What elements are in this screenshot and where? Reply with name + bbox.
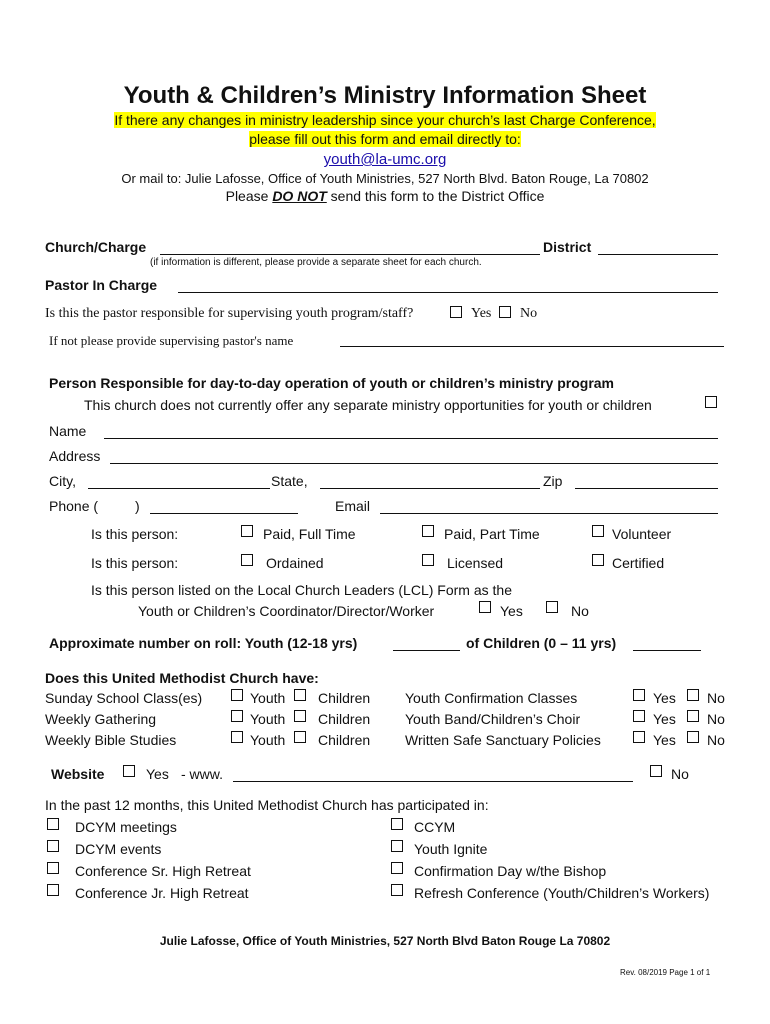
instructions-highlight-1: If there any changes in ministry leadership since your church’s last Charge Conference, xyxy=(114,112,656,128)
lcl-yes-label: Yes xyxy=(500,603,523,619)
do-not-send-line xyxy=(0,188,770,204)
ordained-checkbox[interactable] xyxy=(241,554,253,566)
paid-part-label: Paid, Part Time xyxy=(444,526,540,542)
confirmation-day-label: Confirmation Day w/the Bishop xyxy=(414,863,607,879)
have-left-label-2: Weekly Bible Studies xyxy=(45,732,177,748)
website-yes-checkbox[interactable] xyxy=(123,765,135,777)
district-label: District xyxy=(543,239,592,255)
is-this-person-label-2: Is this person: xyxy=(91,555,179,571)
do-not-text: DO NOT xyxy=(272,188,327,204)
lcl-line-1: Is this person listed on the Local Church Leaders (LCL) Form as the xyxy=(91,582,512,598)
safe-sanctuary-yes-label: Yes xyxy=(653,732,676,748)
is-this-person-label-1: Is this person: xyxy=(91,526,179,542)
safe-sanctuary-no-checkbox[interactable] xyxy=(687,731,699,743)
supervising-pastor-field[interactable] xyxy=(340,346,724,347)
safe-sanctuary-yes-checkbox[interactable] xyxy=(633,731,645,743)
www-label: - www. xyxy=(181,766,223,782)
dcym-events-checkbox[interactable] xyxy=(47,840,59,852)
have-left-label-0: Sunday School Class(es) xyxy=(45,690,203,706)
band-choir-yes-label: Yes xyxy=(653,711,676,727)
confirmation-yes-checkbox[interactable] xyxy=(633,689,645,701)
phone-label: Phone ( xyxy=(49,498,99,514)
district-field[interactable] xyxy=(598,254,718,255)
band-choir-no-label: No xyxy=(707,711,725,727)
pastor-yes-checkbox[interactable] xyxy=(450,306,462,318)
weekly-gathering-youth-checkbox[interactable] xyxy=(231,710,243,722)
weekly-gathering-youth-label: Youth xyxy=(250,711,286,727)
have-heading: Does this United Methodist Church have: xyxy=(45,670,319,686)
revision-label: Rev. 08/2019 Page 1 of 1 xyxy=(620,968,711,977)
confirmation-yes-label: Yes xyxy=(653,690,676,706)
sr-high-retreat-checkbox[interactable] xyxy=(47,862,59,874)
instructions-line-1 xyxy=(0,112,770,128)
church-charge-label: Church/Charge xyxy=(45,239,147,255)
website-no-checkbox[interactable] xyxy=(650,765,662,777)
bible-studies-children-label: Children xyxy=(318,732,371,748)
pastor-no-checkbox[interactable] xyxy=(499,306,511,318)
ordained-label: Ordained xyxy=(266,555,324,571)
youth-ignite-checkbox[interactable] xyxy=(391,840,403,852)
have-left-label-1: Weekly Gathering xyxy=(45,711,157,727)
band-choir-no-checkbox[interactable] xyxy=(687,710,699,722)
please-text: Please xyxy=(225,188,269,204)
email-line xyxy=(0,151,770,168)
certified-label: Certified xyxy=(612,555,665,571)
youth-ignite-label: Youth Ignite xyxy=(414,841,488,857)
state-field[interactable] xyxy=(320,488,540,489)
certified-checkbox[interactable] xyxy=(592,554,604,566)
dcym-events-label: DCYM events xyxy=(75,841,162,857)
name-label: Name xyxy=(49,423,87,439)
sr-high-retreat-label: Conference Sr. High Retreat xyxy=(75,863,251,879)
confirmation-day-checkbox[interactable] xyxy=(391,862,403,874)
bible-studies-children-checkbox[interactable] xyxy=(294,731,306,743)
page-title: Youth & Children’s Ministry Information Sheet xyxy=(123,82,647,109)
volunteer-label: Volunteer xyxy=(612,526,672,542)
church-charge-field[interactable] xyxy=(160,254,540,255)
lcl-no-label: No xyxy=(571,603,589,619)
dcym-meetings-checkbox[interactable] xyxy=(47,818,59,830)
safe-sanctuary-no-label: No xyxy=(707,732,725,748)
send-rest-text: send this form to the District Office xyxy=(330,188,545,204)
state-label: State, xyxy=(271,473,308,489)
past-heading: In the past 12 months, this United Methodist Church has participated in: xyxy=(45,797,489,813)
email-field[interactable] xyxy=(380,513,718,514)
mail-line: Or mail to: Julie Lafosse, Office of Youth Ministries, 527 North Blvd. Baton Rouge, La 70802 xyxy=(121,171,649,186)
have-right-label-2: Written Safe Sanctuary Policies xyxy=(405,732,601,748)
instructions-line-2 xyxy=(0,131,770,147)
email-link[interactable]: youth@la-umc.org xyxy=(323,151,447,168)
children-roll-field[interactable] xyxy=(633,650,701,651)
lcl-yes-checkbox[interactable] xyxy=(479,601,491,613)
have-right-label-0: Youth Confirmation Classes xyxy=(405,690,578,706)
pastor-yes-label: Yes xyxy=(471,306,492,321)
refresh-conference-label: Refresh Conference (Youth/Children’s Workers) xyxy=(414,885,710,901)
pastor-question: Is this the pastor responsible for supervising youth program/staff? xyxy=(45,306,414,321)
ccym-checkbox[interactable] xyxy=(391,818,403,830)
band-choir-yes-checkbox[interactable] xyxy=(633,710,645,722)
lcl-no-checkbox[interactable] xyxy=(546,601,558,613)
website-label: Website xyxy=(51,766,105,782)
sunday-school-youth-checkbox[interactable] xyxy=(231,689,243,701)
jr-high-retreat-checkbox[interactable] xyxy=(47,884,59,896)
phone-close: ) xyxy=(135,498,140,514)
pastor-label: Pastor In Charge xyxy=(45,277,158,293)
confirmation-no-checkbox[interactable] xyxy=(687,689,699,701)
jr-high-retreat-label: Conference Jr. High Retreat xyxy=(75,885,249,901)
address-field[interactable] xyxy=(110,463,718,464)
zip-field[interactable] xyxy=(575,488,718,489)
church-note: (if information is different, please provide a separate sheet for each church. xyxy=(150,257,482,268)
city-label: City, xyxy=(49,473,76,489)
instructions-highlight-2: please fill out this form and email directly to: xyxy=(249,131,521,147)
have-right-label-1: Youth Band/Children’s Choir xyxy=(405,711,581,727)
website-no-label: No xyxy=(671,766,689,782)
name-field[interactable] xyxy=(104,438,718,439)
city-field[interactable] xyxy=(88,488,270,489)
sunday-school-youth-label: Youth xyxy=(250,690,286,706)
email-label: Email xyxy=(335,498,371,514)
ccym-label: CCYM xyxy=(414,819,456,835)
website-field[interactable] xyxy=(233,781,633,782)
licensed-label: Licensed xyxy=(447,555,504,571)
refresh-conference-checkbox[interactable] xyxy=(391,884,403,896)
zip-label: Zip xyxy=(543,473,563,489)
pastor-no-label: No xyxy=(520,306,538,321)
weekly-gathering-children-label: Children xyxy=(318,711,371,727)
pastor-field[interactable] xyxy=(178,292,718,293)
paid-full-checkbox[interactable] xyxy=(241,525,253,537)
website-yes-label: Yes xyxy=(146,766,169,782)
no-offer-checkbox[interactable] xyxy=(705,396,717,408)
dcym-meetings-label: DCYM meetings xyxy=(75,819,177,835)
address-label: Address xyxy=(49,448,101,464)
roll-label: Approximate number on roll: Youth (12-18 yrs) xyxy=(49,635,358,651)
lcl-line-2: Youth or Children’s Coordinator/Director/Worker xyxy=(138,603,435,619)
sunday-school-children-checkbox[interactable] xyxy=(294,689,306,701)
bible-studies-youth-label: Youth xyxy=(250,732,286,748)
footer-address: Julie Lafosse, Office of Youth Ministries, 527 North Blvd Baton Rouge La 70802 xyxy=(159,934,611,948)
if-not-label: If not please provide supervising pastor's name xyxy=(49,333,294,348)
youth-roll-field[interactable] xyxy=(393,650,460,651)
phone-field[interactable] xyxy=(150,513,298,514)
volunteer-checkbox[interactable] xyxy=(592,525,604,537)
licensed-checkbox[interactable] xyxy=(422,554,434,566)
paid-full-label: Paid, Full Time xyxy=(263,526,356,542)
person-heading: Person Responsible for day-to-day operation of youth or children’s ministry program xyxy=(49,375,615,391)
bible-studies-youth-checkbox[interactable] xyxy=(231,731,243,743)
paid-part-checkbox[interactable] xyxy=(422,525,434,537)
sunday-school-children-label: Children xyxy=(318,690,371,706)
children-roll-label: of Children (0 – 11 yrs) xyxy=(466,635,617,651)
no-offer-text: This church does not currently offer any separate ministry opportunities for youth or children xyxy=(84,397,652,413)
confirmation-no-label: No xyxy=(707,690,725,706)
weekly-gathering-children-checkbox[interactable] xyxy=(294,710,306,722)
